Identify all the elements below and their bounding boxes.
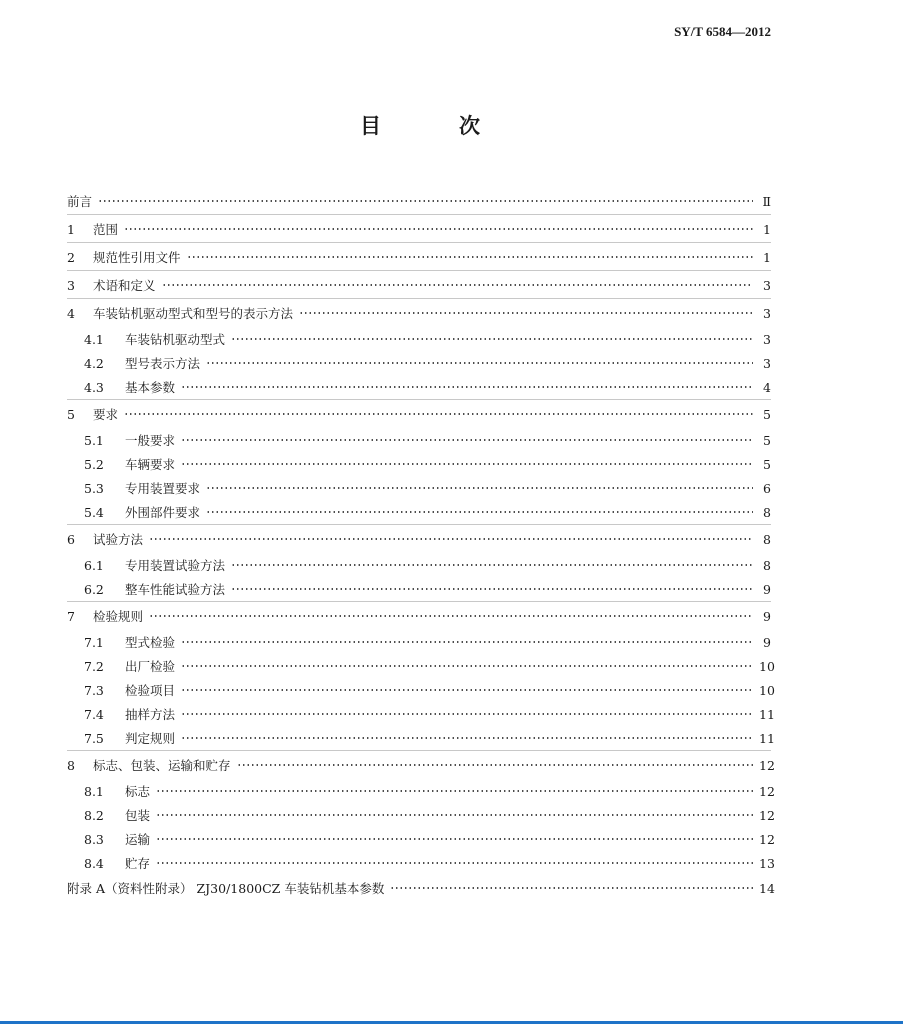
dot-leader (181, 713, 753, 715)
section-separator (67, 750, 771, 751)
dot-leader (181, 737, 753, 739)
section-separator (67, 524, 771, 525)
toc-entry-title: 车装钻机驱动型式和型号的表示方法 (93, 304, 297, 322)
toc-entry-title: 术语和定义 (93, 276, 160, 294)
toc-entry-page: 4 (763, 379, 771, 395)
toc-entry-page: 12 (759, 757, 775, 773)
toc-entry[interactable] (67, 828, 775, 850)
toc-entry[interactable] (67, 477, 771, 499)
toc-entry[interactable] (67, 376, 771, 398)
toc-entry-page: 12 (759, 783, 775, 799)
toc-entry[interactable] (67, 273, 771, 297)
toc-entry-title: 运输 (125, 830, 154, 848)
dot-leader (181, 641, 753, 643)
toc-entry-number: 5.1 (84, 432, 104, 448)
toc-entry-page: 12 (759, 831, 775, 847)
toc-entry-number: 6.1 (84, 557, 104, 573)
table-of-contents (67, 189, 775, 903)
toc-entry-page: 3 (763, 331, 771, 347)
toc-entry-page: 11 (759, 730, 775, 746)
toc-entry-number: 8.3 (84, 831, 104, 847)
toc-entry-number: 8.1 (84, 783, 104, 799)
toc-entry[interactable] (67, 402, 771, 426)
toc-entry-title: 前言 (67, 192, 96, 210)
section-separator (67, 399, 771, 400)
toc-entry-title: 范围 (93, 220, 122, 238)
toc-entry[interactable] (67, 245, 771, 269)
toc-entry-page: 3 (763, 305, 771, 321)
toc-entry-page: Ⅱ (762, 193, 771, 209)
toc-entry[interactable] (67, 578, 771, 600)
toc-entry-number: 7 (67, 608, 75, 624)
toc-entry-title: 抽样方法 (125, 705, 179, 723)
toc-entry[interactable] (67, 554, 771, 576)
toc-entry-page: 5 (763, 406, 771, 422)
toc-entry-number: 4.1 (84, 331, 104, 347)
dot-leader (162, 284, 753, 286)
toc-entry-title: 专用装置要求 (125, 479, 204, 497)
dot-leader (124, 228, 753, 230)
toc-entry-page: 10 (759, 658, 775, 674)
toc-entry-page: 5 (763, 456, 771, 472)
toc-entry-number: 5.4 (84, 504, 104, 520)
toc-entry-title: 车辆要求 (125, 455, 179, 473)
toc-entry[interactable] (67, 655, 775, 677)
section-separator (67, 242, 771, 243)
toc-entry[interactable] (67, 217, 771, 241)
toc-entry-title: 专用装置试验方法 (125, 556, 229, 574)
toc-entry-page: 12 (759, 807, 775, 823)
toc-entry-title: 整车性能试验方法 (125, 580, 229, 598)
dot-leader (149, 615, 753, 617)
toc-entry-number: 7.5 (84, 730, 104, 746)
toc-entry[interactable] (67, 527, 771, 551)
toc-entry-number: 8.4 (84, 855, 104, 871)
toc-entry[interactable] (67, 604, 771, 628)
toc-entry[interactable] (67, 780, 775, 802)
toc-entry-title: 标志、包装、运输和贮存 (93, 756, 235, 774)
toc-entry[interactable] (67, 631, 771, 653)
section-separator (67, 214, 771, 215)
toc-entry[interactable] (67, 453, 771, 475)
dot-leader (231, 564, 753, 566)
toc-entry[interactable] (67, 753, 775, 777)
toc-entry[interactable] (67, 703, 775, 725)
toc-entry-number: 5.3 (84, 480, 104, 496)
toc-entry-page: 9 (763, 608, 771, 624)
toc-entry-title: 基本参数 (125, 378, 179, 396)
toc-entry-page: 1 (763, 221, 771, 237)
toc-entry-number: 8 (67, 757, 75, 773)
toc-entry[interactable] (67, 727, 775, 749)
toc-entry-number: 2 (67, 249, 75, 265)
dot-leader (181, 386, 753, 388)
toc-entry-number: 4 (67, 305, 75, 321)
toc-entry-page: 6 (763, 480, 771, 496)
dot-leader (181, 665, 753, 667)
toc-entry-number: 8.2 (84, 807, 104, 823)
dot-leader (181, 689, 753, 691)
dot-leader (206, 511, 753, 513)
toc-entry[interactable] (67, 852, 775, 874)
toc-entry[interactable] (67, 876, 775, 900)
toc-entry-title: 车装钻机驱动型式 (125, 330, 229, 348)
toc-entry-title: 外围部件要求 (125, 503, 204, 521)
toc-entry[interactable] (67, 352, 771, 374)
dot-leader (187, 256, 753, 258)
dot-leader (98, 200, 753, 202)
toc-entry-number: 7.3 (84, 682, 104, 698)
dot-leader (149, 538, 753, 540)
toc-entry[interactable] (67, 189, 771, 213)
toc-entry-title: 附录 A（资料性附录） ZJ30/1800CZ 车装钻机基本参数 (67, 879, 388, 897)
toc-entry-page: 8 (763, 531, 771, 547)
toc-entry-page: 8 (763, 557, 771, 573)
standard-code: SY/T 6584—2012 (674, 24, 771, 39)
toc-entry-page: 1 (763, 249, 771, 265)
toc-entry-title: 判定规则 (125, 729, 179, 747)
dot-leader (237, 764, 753, 766)
toc-entry-page: 14 (759, 880, 775, 896)
dot-leader (181, 439, 753, 441)
toc-entry-number: 5.2 (84, 456, 104, 472)
toc-entry[interactable] (67, 804, 775, 826)
toc-entry-title: 出厂检验 (125, 657, 179, 675)
toc-entry-title: 标志 (125, 782, 154, 800)
toc-entry-number: 4.2 (84, 355, 104, 371)
toc-entry-number: 5 (67, 406, 75, 422)
toc-entry[interactable] (67, 429, 771, 451)
toc-entry-page: 8 (763, 504, 771, 520)
toc-entry-page: 9 (763, 634, 771, 650)
toc-entry-number: 6 (67, 531, 75, 547)
toc-entry-page: 5 (763, 432, 771, 448)
dot-leader (206, 362, 753, 364)
dot-leader (299, 312, 753, 314)
toc-entry[interactable] (67, 301, 771, 325)
dot-leader (156, 814, 753, 816)
toc-entry-title: 型式检验 (125, 633, 179, 651)
toc-entry-page: 11 (759, 706, 775, 722)
page-title (360, 110, 480, 140)
toc-entry-title: 试验方法 (93, 530, 147, 548)
toc-entry-page: 10 (759, 682, 775, 698)
toc-entry-page: 13 (759, 855, 775, 871)
dot-leader (231, 588, 753, 590)
toc-entry-title: 要求 (93, 405, 122, 423)
toc-entry-page: 9 (763, 581, 771, 597)
toc-entry-number: 7.4 (84, 706, 104, 722)
toc-entry-title: 检验规则 (93, 607, 147, 625)
toc-entry-page: 3 (763, 277, 771, 293)
toc-entry-title: 包装 (125, 806, 154, 824)
dot-leader (124, 413, 753, 415)
toc-entry-title: 型号表示方法 (125, 354, 204, 372)
section-separator (67, 298, 771, 299)
dot-leader (156, 862, 753, 864)
toc-entry-title: 一般要求 (125, 431, 179, 449)
section-separator (67, 601, 771, 602)
toc-entry[interactable] (67, 679, 775, 701)
toc-entry-number: 1 (67, 221, 75, 237)
dot-leader (156, 790, 753, 792)
toc-entry-title: 贮存 (125, 854, 154, 872)
toc-entry-title: 规范性引用文件 (93, 248, 185, 266)
toc-entry-number: 3 (67, 277, 75, 293)
toc-entry-number: 6.2 (84, 581, 104, 597)
section-separator (67, 270, 771, 271)
dot-leader (390, 887, 753, 889)
dot-leader (206, 487, 753, 489)
title-char-2: 次 (459, 114, 480, 138)
toc-entry[interactable] (67, 328, 771, 350)
dot-leader (156, 838, 753, 840)
toc-entry-title: 检验项目 (125, 681, 179, 699)
dot-leader (181, 463, 753, 465)
toc-entry-page: 3 (763, 355, 771, 371)
title-char-1: 目 (360, 114, 381, 138)
toc-entry-number: 7.1 (84, 634, 104, 650)
dot-leader (231, 338, 753, 340)
toc-entry-number: 4.3 (84, 379, 104, 395)
toc-entry-number: 7.2 (84, 658, 104, 674)
toc-entry[interactable] (67, 501, 771, 523)
